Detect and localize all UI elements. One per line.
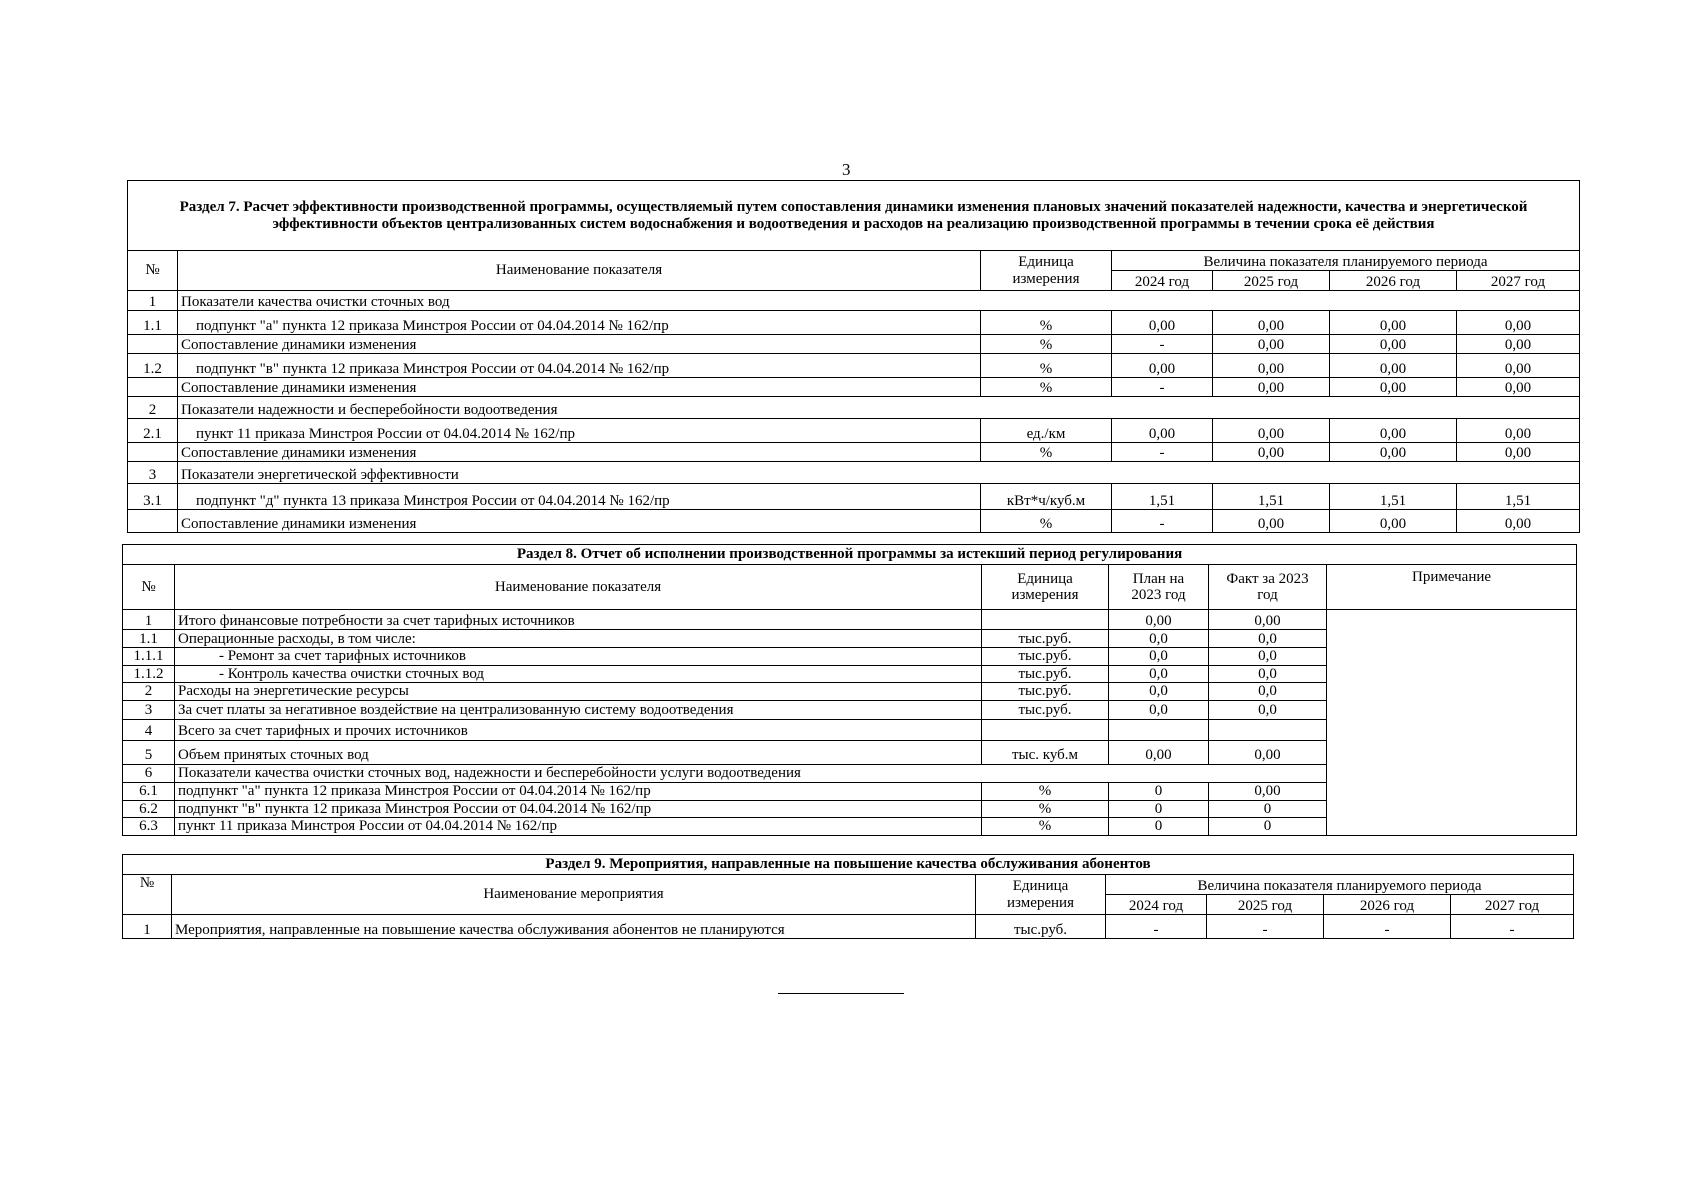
indicator-name: пункт 11 приказа Минстроя России от 04.04.2014 № 162/пр	[178, 419, 981, 443]
indicator-name: Расходы на энергетические ресурсы	[175, 683, 982, 701]
s7-unit-header-l1: Единица	[1018, 254, 1074, 270]
unit-cell: %	[981, 378, 1112, 397]
table-row	[123, 610, 1577, 630]
indicator-name: подпункт "а" пункта 12 приказа Минстроя России от 04.04.2014 № 162/пр	[175, 782, 982, 800]
unit-cell: %	[982, 800, 1109, 818]
row-number	[128, 335, 178, 354]
row-number: 1.1.2	[123, 665, 175, 683]
indicator-name: Сопоставление динамики изменения	[178, 510, 981, 533]
value-cell: 0,00	[1457, 354, 1580, 378]
row-number: 1	[128, 291, 178, 311]
indicator-name: подпункт "д" пункта 13 приказа Минстроя России от 04.04.2014 № 162/пр	[178, 484, 981, 510]
fact-value: 0,00	[1209, 782, 1327, 800]
unit-cell: %	[981, 335, 1112, 354]
plan-value: 0	[1109, 818, 1209, 836]
s7-year-header: 2025 год	[1213, 271, 1330, 291]
value-cell: 0,00	[1457, 311, 1580, 335]
table-row	[128, 443, 1580, 462]
section8-table	[122, 544, 1577, 836]
table-row	[128, 354, 1580, 378]
fact-value: 0,0	[1209, 648, 1327, 666]
plan-value: 0,0	[1109, 700, 1209, 719]
s8-unit-header-l1: Единица	[1017, 570, 1073, 587]
s8-unit-header	[982, 565, 1109, 610]
row-number	[128, 378, 178, 397]
unit-cell: %	[981, 354, 1112, 378]
plan-value: 0,0	[1109, 683, 1209, 701]
indicator-name: - Контроль качества очистки сточных вод	[175, 665, 982, 683]
unit-cell	[982, 610, 1109, 630]
fact-value: 0,0	[1209, 665, 1327, 683]
indicator-name: Итого финансовые потребности за счет тарифных источников	[175, 610, 982, 630]
unit-cell: %	[981, 311, 1112, 335]
s7-unit-header-l2: измерения	[1012, 270, 1080, 287]
unit-cell: тыс.руб.	[976, 915, 1106, 939]
fact-value: 0,0	[1209, 683, 1327, 701]
s7-num-header: №	[128, 251, 178, 291]
group-name: Показатели надежности и бесперебойности водоотведения	[178, 397, 1580, 419]
value-cell: 0,00	[1112, 354, 1213, 378]
unit-cell: тыс.руб.	[982, 630, 1109, 648]
value-cell: 0,00	[1213, 335, 1330, 354]
value-cell: 0,00	[1213, 354, 1330, 378]
indicator-name: подпункт "в" пункта 12 приказа Минстроя России от 04.04.2014 № 162/пр	[175, 800, 982, 818]
group-row	[128, 291, 1580, 311]
note-cell	[1327, 610, 1577, 836]
unit-cell: тыс.руб.	[982, 683, 1109, 701]
value-cell: -	[1207, 915, 1324, 939]
plan-value: 0,0	[1109, 648, 1209, 666]
fact-value: 0,0	[1209, 630, 1327, 648]
value-cell: 0,00	[1330, 510, 1457, 533]
indicator-name: Объем принятых сточных вод	[175, 740, 982, 764]
value-cell: 0,00	[1112, 311, 1213, 335]
fact-value: 0	[1209, 818, 1327, 836]
section8-title: Раздел 8. Отчет об исполнении производственной программы за истекший период регулирования	[123, 545, 1577, 565]
table-row	[128, 335, 1580, 354]
table-row	[123, 915, 1574, 939]
s8-unit-header-l2: измерения	[1011, 587, 1079, 603]
group-name: Показатели энергетической эффективности	[178, 462, 1580, 484]
unit-cell: %	[982, 782, 1109, 800]
value-cell: 0,00	[1457, 335, 1580, 354]
section7-body	[128, 291, 1580, 533]
unit-cell: ед./км	[981, 419, 1112, 443]
s8-plan-header-l1: План на	[1132, 570, 1185, 587]
s7-unit-header	[981, 251, 1112, 291]
plan-value: 0	[1109, 800, 1209, 818]
s9-year-header: 2025 год	[1207, 895, 1324, 915]
table-row	[128, 484, 1580, 510]
value-cell: 0,00	[1112, 419, 1213, 443]
value-cell: 1,51	[1213, 484, 1330, 510]
row-number: 5	[123, 740, 175, 764]
activity-name: Мероприятия, направленные на повышение качества обслуживания абонентов не планируются	[172, 915, 976, 939]
value-cell: 0,00	[1457, 443, 1580, 462]
value-cell: 0,00	[1457, 510, 1580, 533]
section9-title: Раздел 9. Мероприятия, направленные на повышение качества обслуживания абонентов	[123, 855, 1574, 875]
s7-period-header: Величина показателя планируемого периода	[1112, 251, 1580, 271]
s8-name-header: Наименование показателя	[175, 565, 982, 610]
unit-cell: тыс.руб.	[982, 665, 1109, 683]
section9-body	[123, 915, 1574, 939]
plan-value: 0,0	[1109, 665, 1209, 683]
value-cell: -	[1112, 510, 1213, 533]
footer-divider	[778, 993, 904, 994]
value-cell: -	[1451, 915, 1574, 939]
table-row	[128, 311, 1580, 335]
row-number: 1	[123, 915, 172, 939]
value-cell: 0,00	[1457, 378, 1580, 397]
section7-title: Раздел 7. Расчет эффективности производственной программы, осуществляемый путем сопоставления динамики изменения плановых значений показателей надежности, качества и энергетической эффективности объектов централизованных систем водоснабжения и водоотведения и расходов на реализацию производственной программы в течении срока её действия	[128, 181, 1580, 251]
row-number: 6.1	[123, 782, 175, 800]
s9-unit-header-l2: измерения	[1006, 894, 1074, 911]
row-number	[128, 510, 178, 533]
group-row	[128, 397, 1580, 419]
unit-cell: %	[981, 510, 1112, 533]
s9-year-header: 2026 год	[1324, 895, 1451, 915]
s9-name-header: Наименование мероприятия	[172, 875, 976, 915]
row-number: 6.2	[123, 800, 175, 818]
value-cell: 1,51	[1112, 484, 1213, 510]
s8-fact-header-l1: Факт за 2023	[1226, 570, 1309, 587]
value-cell: 0,00	[1330, 335, 1457, 354]
row-number: 1	[123, 610, 175, 630]
table-row	[128, 510, 1580, 533]
value-cell: 0,00	[1330, 311, 1457, 335]
row-number: 4	[123, 719, 175, 740]
unit-cell: %	[982, 818, 1109, 836]
value-cell: 1,51	[1330, 484, 1457, 510]
s8-num-header: №	[123, 565, 175, 610]
s9-period-header: Величина показателя планируемого периода	[1106, 875, 1574, 895]
indicator-name: Сопоставление динамики изменения	[178, 443, 981, 462]
value-cell: -	[1324, 915, 1451, 939]
group-name: Показатели качества очистки сточных вод	[178, 291, 1580, 311]
group-row	[128, 462, 1580, 484]
indicator-name: пункт 11 приказа Минстроя России от 04.04.2014 № 162/пр	[175, 818, 982, 836]
unit-cell	[982, 719, 1109, 740]
unit-cell: тыс. куб.м	[982, 740, 1109, 764]
plan-value: 0,00	[1109, 610, 1209, 630]
value-cell: -	[1112, 443, 1213, 462]
row-number	[128, 443, 178, 462]
indicator-name: подпункт "а" пункта 12 приказа Минстроя России от 04.04.2014 № 162/пр	[178, 311, 981, 335]
value-cell: 0,00	[1213, 378, 1330, 397]
indicator-name: За счет платы за негативное воздействие на централизованную систему водоотведения	[175, 700, 982, 719]
row-number: 1.2	[128, 354, 178, 378]
unit-cell: %	[981, 443, 1112, 462]
row-number: 3.1	[128, 484, 178, 510]
row-number: 1.1	[123, 630, 175, 648]
s7-year-header: 2026 год	[1330, 271, 1457, 291]
row-number: 1.1.1	[123, 648, 175, 666]
row-number: 1.1	[128, 311, 178, 335]
unit-cell: тыс.руб.	[982, 700, 1109, 719]
value-cell: 0,00	[1330, 419, 1457, 443]
indicator-name: подпункт "в" пункта 12 приказа Минстроя России от 04.04.2014 № 162/пр	[178, 354, 981, 378]
row-number: 6.3	[123, 818, 175, 836]
fact-value: 0,0	[1209, 700, 1327, 719]
s8-note-header: Примечание	[1327, 565, 1577, 610]
group-name: Показатели качества очистки сточных вод, надежности и бесперебойности услуги водоотведения	[175, 764, 1327, 782]
indicator-name: Операционные расходы, в том числе:	[175, 630, 982, 648]
plan-value: 0,0	[1109, 630, 1209, 648]
indicator-name: Сопоставление динамики изменения	[178, 335, 981, 354]
value-cell: 0,00	[1330, 378, 1457, 397]
table-row	[128, 378, 1580, 397]
indicator-name: - Ремонт за счет тарифных источников	[175, 648, 982, 666]
value-cell: 1,51	[1457, 484, 1580, 510]
value-cell: 0,00	[1213, 419, 1330, 443]
value-cell: 0,00	[1213, 311, 1330, 335]
s7-name-header: Наименование показателя	[178, 251, 981, 291]
value-cell: 0,00	[1457, 419, 1580, 443]
unit-cell: кВт*ч/куб.м	[981, 484, 1112, 510]
s8-fact-header-l2: год	[1257, 587, 1278, 603]
s8-plan-header	[1109, 565, 1209, 610]
value-cell: -	[1112, 335, 1213, 354]
s9-unit-header	[976, 875, 1106, 915]
row-number: 3	[128, 462, 178, 484]
fact-value: 0,00	[1209, 740, 1327, 764]
row-number: 3	[123, 700, 175, 719]
s8-plan-header-l2: 2023 год	[1131, 587, 1186, 603]
s7-year-header: 2027 год	[1457, 271, 1580, 291]
section9-table	[122, 854, 1574, 939]
s7-year-header: 2024 год	[1112, 271, 1213, 291]
row-number: 2.1	[128, 419, 178, 443]
fact-value: 0	[1209, 800, 1327, 818]
s8-fact-header	[1209, 565, 1327, 610]
plan-value	[1109, 719, 1209, 740]
unit-cell: тыс.руб.	[982, 648, 1109, 666]
value-cell: 0,00	[1330, 443, 1457, 462]
page-number: 3	[842, 160, 851, 179]
plan-value: 0,00	[1109, 740, 1209, 764]
indicator-name: Всего за счет тарифных и прочих источников	[175, 719, 982, 740]
s9-unit-header-l1: Единица	[1012, 878, 1069, 894]
s9-year-header: 2024 год	[1106, 895, 1207, 915]
row-number: 6	[123, 764, 175, 782]
indicator-name: Сопоставление динамики изменения	[178, 378, 981, 397]
s9-num-header: №	[123, 875, 172, 915]
table-row	[128, 419, 1580, 443]
value-cell: 0,00	[1213, 510, 1330, 533]
row-number: 2	[128, 397, 178, 419]
value-cell: -	[1106, 915, 1207, 939]
fact-value	[1209, 719, 1327, 740]
fact-value: 0,00	[1209, 610, 1327, 630]
value-cell: -	[1112, 378, 1213, 397]
value-cell: 0,00	[1213, 443, 1330, 462]
plan-value: 0	[1109, 782, 1209, 800]
section8-body	[123, 610, 1577, 836]
s9-year-header: 2027 год	[1451, 895, 1574, 915]
section7-table	[127, 180, 1580, 533]
value-cell: 0,00	[1330, 354, 1457, 378]
row-number: 2	[123, 683, 175, 701]
